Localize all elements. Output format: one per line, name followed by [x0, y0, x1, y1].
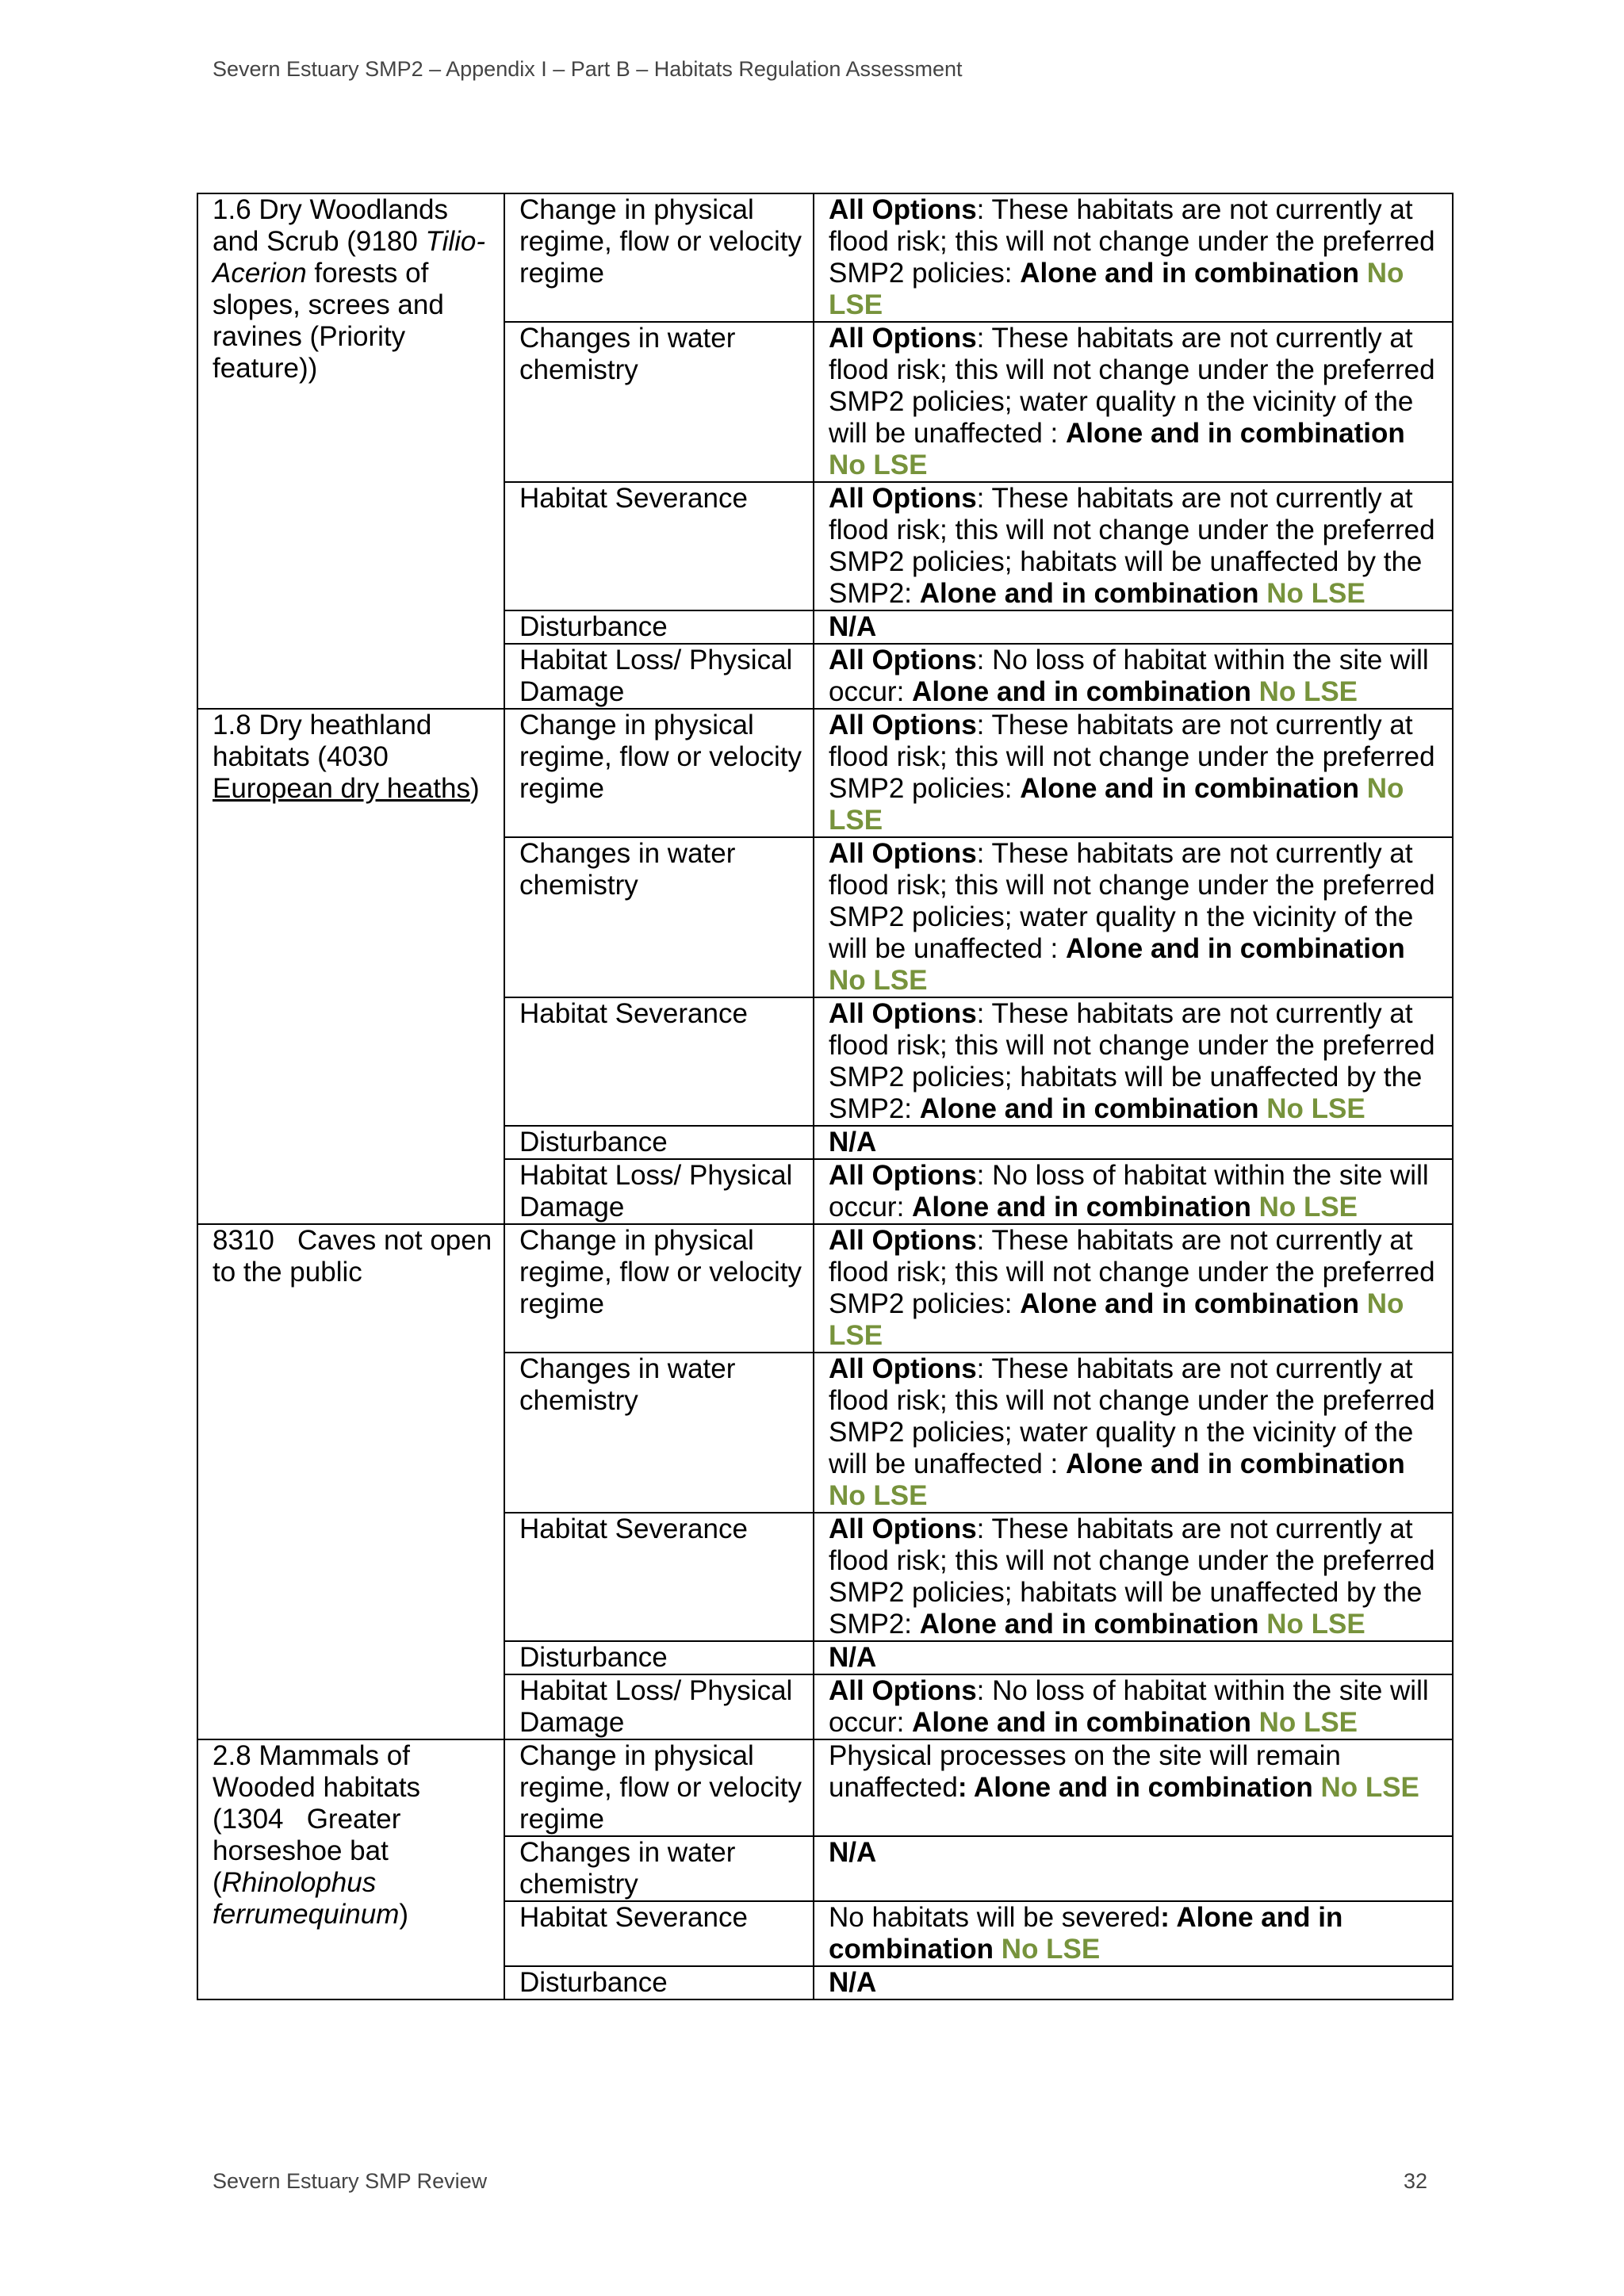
- assessment-cell: All Options: These habitats are not currently at flood risk; this will not change under the preferred SMP2 policies; water quality n the vicinity of the will be unaffected : Alone and in combination No LSE: [814, 1353, 1453, 1513]
- table-row: [197, 1224, 1453, 1353]
- assessment-cell: N/A: [814, 1641, 1453, 1674]
- feature-cell-caves: 8310 Caves not open to the public: [197, 1224, 504, 1739]
- assessment-cell: All Options: No loss of habitat within the site will occur: Alone and in combination No LSE: [814, 1159, 1453, 1224]
- assessment-cell: N/A: [814, 1836, 1453, 1901]
- feature-cell-dry-heathland: 1.8 Dry heathland habitats (4030 European dry heaths): [197, 709, 504, 1224]
- pressure-cell: Change in physical regime, flow or velocity regime: [504, 1739, 814, 1836]
- assessment-cell: N/A: [814, 1126, 1453, 1159]
- assessment-cell: All Options: These habitats are not currently at flood risk; this will not change under the preferred SMP2 policies; habitats will be unaffected by the SMP2: Alone and in combination No LSE: [814, 482, 1453, 610]
- assessment-cell: N/A: [814, 610, 1453, 644]
- assessment-cell: All Options: These habitats are not currently at flood risk; this will not change under the preferred SMP2 policies; habitats will be unaffected by the SMP2: Alone and in combination No LSE: [814, 1513, 1453, 1641]
- table-row: [197, 709, 1453, 837]
- pressure-cell: Changes in water chemistry: [504, 837, 814, 997]
- assessment-cell: Physical processes on the site will remain unaffected: Alone and in combination No LSE: [814, 1739, 1453, 1836]
- pressure-cell: Changes in water chemistry: [504, 1836, 814, 1901]
- assessment-cell: All Options: These habitats are not currently at flood risk; this will not change under the preferred SMP2 policies: Alone and in combination No LSE: [814, 709, 1453, 837]
- pressure-cell: Disturbance: [504, 1966, 814, 1999]
- pressure-cell: Changes in water chemistry: [504, 1353, 814, 1513]
- pressure-cell: Disturbance: [504, 1641, 814, 1674]
- page-header: Severn Estuary SMP2 – Appendix I – Part B – Habitats Regulation Assessment: [213, 57, 963, 81]
- assessment-cell: All Options: These habitats are not currently at flood risk; this will not change under the preferred SMP2 policies: Alone and in combination No LSE: [814, 193, 1453, 322]
- pressure-cell: Habitat Severance: [504, 1901, 814, 1966]
- feature-cell-mammals: 2.8 Mammals of Wooded habitats (1304 Greater horseshoe bat (Rhinolophus ferrumequinum): [197, 1739, 504, 1999]
- pressure-cell: Change in physical regime, flow or velocity regime: [504, 709, 814, 837]
- pressure-cell: Habitat Loss/ Physical Damage: [504, 644, 814, 709]
- assessment-cell: All Options: These habitats are not currently at flood risk; this will not change under the preferred SMP2 policies; water quality n the vicinity of the will be unaffected : Alone and in combination No LSE: [814, 322, 1453, 482]
- assessment-cell: All Options: These habitats are not currently at flood risk; this will not change under the preferred SMP2 policies; water quality n the vicinity of the will be unaffected : Alone and in combination No LSE: [814, 837, 1453, 997]
- pressure-cell: Habitat Severance: [504, 482, 814, 610]
- assessment-cell: All Options: No loss of habitat within the site will occur: Alone and in combination No LSE: [814, 1674, 1453, 1739]
- pressure-cell: Change in physical regime, flow or velocity regime: [504, 1224, 814, 1353]
- feature-cell-dry-woodlands: 1.6 Dry Woodlands and Scrub (9180 Tilio-Acerion forests of slopes, screes and ravines (Priority feature)): [197, 193, 504, 709]
- page-number: 32: [1404, 2169, 1428, 2193]
- pressure-cell: Habitat Severance: [504, 997, 814, 1126]
- assessment-cell: All Options: These habitats are not currently at flood risk; this will not change under the preferred SMP2 policies; habitats will be unaffected by the SMP2: Alone and in combination No LSE: [814, 997, 1453, 1126]
- pressure-cell: Habitat Severance: [504, 1513, 814, 1641]
- pressure-cell: Disturbance: [504, 1126, 814, 1159]
- page-footer: Severn Estuary SMP Review: [213, 2169, 488, 2193]
- assessment-table: [197, 193, 1454, 2000]
- pressure-cell: Habitat Loss/ Physical Damage: [504, 1159, 814, 1224]
- pressure-cell: Habitat Loss/ Physical Damage: [504, 1674, 814, 1739]
- table-row: [197, 1739, 1453, 1836]
- pressure-cell: Changes in water chemistry: [504, 322, 814, 482]
- assessment-cell: No habitats will be severed: Alone and in combination No LSE: [814, 1901, 1453, 1966]
- pressure-cell: Change in physical regime, flow or velocity regime: [504, 193, 814, 322]
- table-row: [197, 193, 1453, 322]
- assessment-cell: All Options: These habitats are not currently at flood risk; this will not change under the preferred SMP2 policies: Alone and in combination No LSE: [814, 1224, 1453, 1353]
- assessment-cell: N/A: [814, 1966, 1453, 1999]
- pressure-cell: Disturbance: [504, 610, 814, 644]
- assessment-cell: All Options: No loss of habitat within the site will occur: Alone and in combination No LSE: [814, 644, 1453, 709]
